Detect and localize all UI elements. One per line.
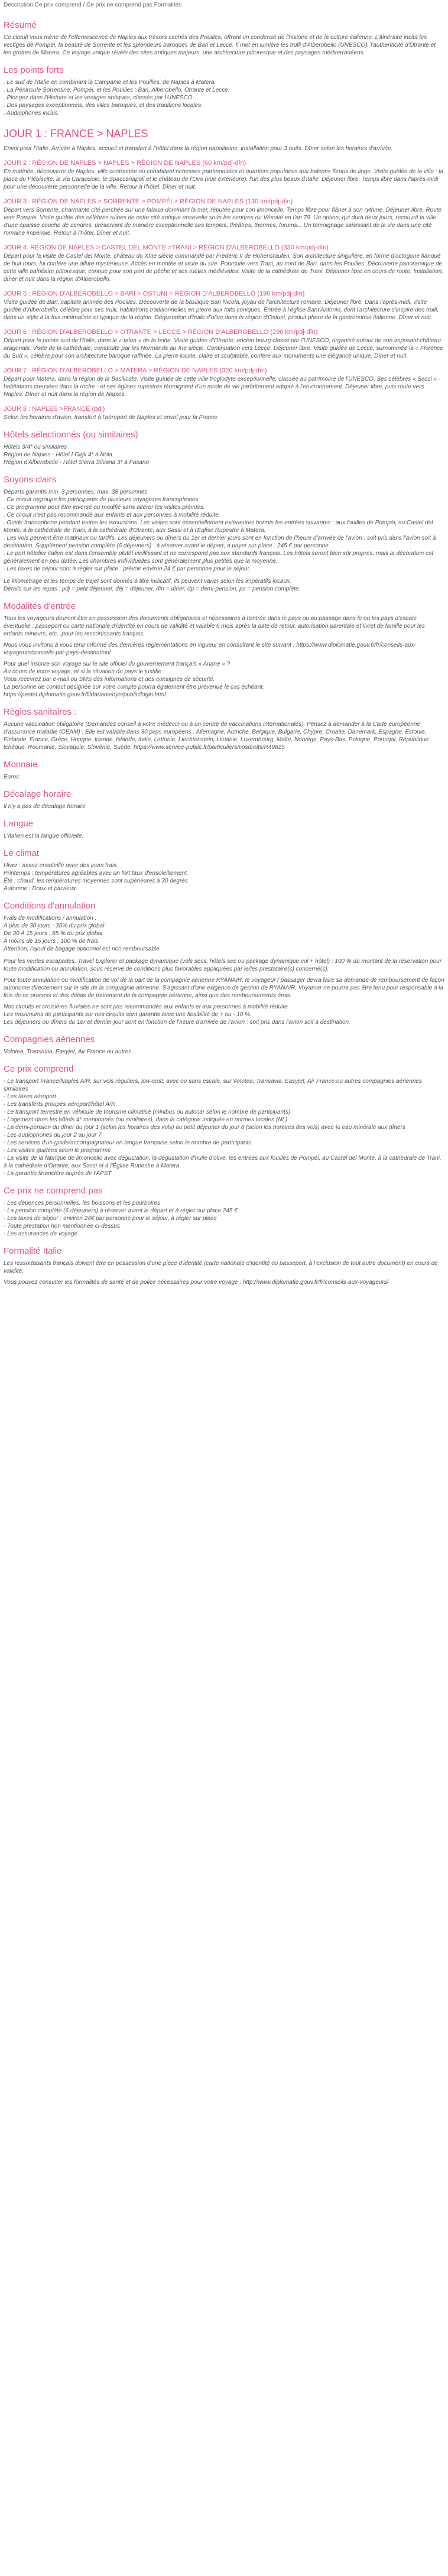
hotels-title: Hôtels sélectionnés (ou similaires) (4, 430, 138, 440)
points-title: Les points forts (4, 65, 64, 75)
entree-p2: Nous vous invitons à vous tenir informé des dernières réglementations en vigueur en consultant le site suivant : https://www.diplomatie.gouv.fr/fr/conseils-aux-voyageurs/conseils-par-pays-destination/ (4, 642, 416, 656)
points-list (4, 79, 444, 117)
annulation-line: De 30 A 15 jours : 85 % du prix global (4, 930, 103, 937)
day-3-title: JOUR 3 : RÉGION DE NAPLES > SORRENTE > POMPÉI > RÉGION DE NAPLES (130 km/pdj-dîn) (4, 198, 293, 205)
soyons-line: . Guide francophone pendant toutes les excursions. Les visites sont essentiellement extérieures hormis les entrées suivantes : aux fouilles de Pompéi, au Castel del Monte, à la cathédrale de Trani, à la cathédrale d'Otrante, aux Sassi et à l'Église Rupestre à Matera. (4, 520, 433, 534)
comprend-item: - Le transport France/Naples A/R, sur vols réguliers, low-cost, avec ou sans escale, sur Volotea, Transavia, Easyjet, Air France ou autres compagnies aériennes similaires (4, 1078, 422, 1092)
day-3-text: Départ vers Sorrente, charmante cité perchée sur une falaise dominant la mer, réputée pour son limoncello. Temps libre pour flâner à son rythme. Déjeuner libre. Route vers Pompéi. Visite guidée des célèbres ruines de cette cité antique ensevelie sous les cendres du Vésuve en l'an 79. Un option, qui dura deux jours, recouvrit la ville d'une épaisse couche de cendres, préservant de manière exceptionnelle ses temples, théâtres, thermes, forums... Un témoignage saisissant de la vie dans une cité romaine impériale. Retour à l'hôtel. Dîner et nuit. (4, 207, 442, 236)
comprend-item: - Les visites guidées selon le programme (4, 1147, 111, 1154)
climat-line: Hiver : assez ensoleillé avec des jours frais. (4, 862, 118, 869)
comprend-item: - Les audiophones du jour 2 au jour 7 (4, 1132, 102, 1138)
soyons-footnote: Détails sur les repas : pdj = petit déjeuner, déj = déjeuner, dîn = dîner, dp = demi-pension, pc = pension complète. (4, 586, 301, 592)
hotels-line: Hôtels 3/4* ou similaires (4, 444, 67, 450)
necomprend-item: - Les dépenses personnelles, les boissons et les pourboires (4, 1200, 161, 1206)
formalite-text: Les ressortissants français doivent être en possession d'une pièce d'identité (carte nationale d'identité ou passeport, à l'exclusion de tout autre document) en cours de validité. (4, 1260, 438, 1274)
resume-title: Résumé (4, 20, 37, 30)
day-5-title: JOUR 5 : RÉGION D'ALBEROBELLO > BARI > OSTUNI > RÉGION D'ALBEROBELLO (190 km/pdj-dîn) (4, 290, 305, 297)
comprend-item: - Les transferts groupés aéroport/hôtel A/R (4, 1101, 116, 1108)
climat-line: Automne : Doux et pluvieux. (4, 885, 78, 892)
soyons-footnote: Le kilométrage et les temps de trajet sont donnés à titre indicatif, ils peuvent varier selon les impératifs locaux. (4, 578, 291, 585)
comprend-item: - La demi-pension du dîner du jour 1 (selon les horaires des vols) au petit déjeuner du jour 8 (selon les horaires des vols) avec ¼ eau minérale aux dîners (4, 1124, 405, 1131)
decalage-text: Il n'y a pas de décalage horaire (4, 803, 86, 810)
soyons-list (4, 488, 444, 573)
hotels-list (4, 443, 444, 466)
soyons-line: . Les taxes de séjour sont à régler sur place : prévoir environ 24 € par personne pour le séjour. (4, 566, 251, 572)
sante-title: Règles sanitaires : (4, 707, 77, 717)
comprend-item: - Les services d'un guide/accompagnateur en langue française selon le nombre de participants (4, 1140, 252, 1146)
soyons-line: . Ce circuit n'est pas recommandé aux enfants et aux personnes à mobilité réduite. (4, 512, 220, 518)
annulation-title: Conditions d'annulation (4, 901, 96, 911)
langue-title: Langue (4, 819, 34, 829)
annulation-line: A moins de 15 jours : 100 % de frais (4, 938, 99, 945)
points-item: . Plongez dans l'Histoire et les vestiges antiques, classés par l'UNESCO. (4, 95, 194, 101)
comprend-item: - La visite de la fabrique de limoncello avec dégustation, la dégustation d'huile d'olive, les entrées aux fouilles de Pompéi, au Castel del Monte, à la cathédrale de Trani, à la cathédrale d'Otrante, aux Sassi et à l'Église Rupestre à Matera (4, 1155, 441, 1169)
day-7-title: JOUR 7 : RÉGION D'ALBEROBELLO > MATERA > RÉGION DE NAPLES (320 km/pdj-dîn) (4, 367, 267, 374)
resume-text: Ce circuit vous mène de l'effervescence de Naples aux trésors cachés des Pouilles, offrant un condensé de l'histoire et de la culture italienne. L'itinéraire inclut les vestiges de Pompéi, la beauté de Sorrente et les splendeurs baroques de Bari et Lecce. Il met en lumière les trulli d'Alberobello (UNESCO), l'authenticité d'Otrante et les grottes de Matera. Ce voyage unique révèle des sites antiques majeurs, une architecture pittoresque et des paysages méditerranéens. (4, 34, 436, 56)
formalite-p2: Vous pouvez consulter les formalités de santé et de police nécessaires pour votre voyage : http://www.diplomatie.gouv.fr/fr/conseils-aux-voyageurs/ (4, 1279, 389, 1286)
points-item: . Audiophones inclus. (4, 110, 60, 116)
compagnies-text: Volotea, Transavia, Easyjet, Air France ou autres... (4, 1049, 137, 1055)
soyons-line: . Le port hôtelier italien est dans l'ensemble plutôt vieillissant et ne correspond pas aux standards français. Les hôtels seront bien sûr propres, mais la décoration est généralement en peu datée. Les chambres individuelles sont généralement plus petites que la moyenne. (4, 550, 434, 564)
soyons-line: . Les vols peuvent être matinaux ou tardifs. Les déjeuners ou dîners du 1er et dernier jours sont en fonction de l'heure d'arrivée de l'avion : soit pris dans l'avion soit à destination. Supplément pension complète (6 déjeuners) : à réserver avant le départ, à payer sur place : 245 € par personne. (4, 535, 436, 549)
comprend-list (4, 1078, 444, 1177)
day-4-text: Départ pour la visite de Castel del Monte, château du XIIIe siècle commandé par Frédéric II de Hohenstaufen. Son architecture singulière, en forme d'octogone flanqué de huit tours, lui confère une allure mystérieuse. Accès en montée et visite du site. Poursuite vers Trani, au nord de Bari, dans les Pouilles. Découverte panoramique de cette ville balnéaire pittoresque, connue pour son port de pêche et ses ruelles médiévales. Visite de la cathédrale de Trani. Déjeuner libre en cours de route. Installation, dîner et nuit dans la région d'Alberobello. (4, 253, 443, 283)
day-8-text: Selon les horaires d'avion, transfert à l'aéroport de Naples et envol pour la France. (4, 414, 219, 421)
comprend-title: Ce prix comprend (4, 1064, 74, 1074)
necomprend-item: - Toute prestation non mentionnée ci-dessus (4, 1223, 120, 1229)
day-1-text: Envol pour l'Italie. Arrivée à Naples, accueil et transfert à l'hôtel dans la région napolitaine, installation pour 3 nuits. Dîner selon les horaires d'arrivée. (4, 145, 393, 152)
entree-line: Au cours de votre voyage, et si la situation du pays le justifie : (4, 669, 165, 675)
climat-list (4, 862, 444, 893)
day-4-title: JOUR 4. RÉGION DE NAPLES > CASTEL DEL MONTE >TRANI > RÉGION D'ALBEROBELLO (330 km/pdj-dîn) (4, 244, 329, 251)
points-item: . Le sud de l'Italie en combinant la Campanie et les Pouilles, de Naples à Matera. (4, 79, 216, 86)
comprend-item: - Les taxes aéroport (4, 1094, 56, 1100)
top-nav-text: Description Ce prix comprend / Ce prix ne comprend pas Formalités (4, 2, 182, 8)
points-item: . Des paysages exceptionnels, des villes baroques, et des traditions locales. (4, 102, 203, 109)
monnaie-title: Monnaie (4, 760, 38, 770)
entree-link[interactable]: https://pastel.diplomatie.gouv.fr/fildariane/dyn/public/login.html (4, 692, 166, 698)
entree-line: Pour quel inscrire son voyage sur le site officiel du gouvernement français « Ariane » ? (4, 661, 231, 667)
annulation-notes (4, 1003, 444, 1026)
day-5-text: Visite guidée de Bari, capitale animée des Pouilles. Découverte de la basilique San Nicola, joyau de l'architecture romane. Déjeuner libre. Dans l'après-midi, visite guidée d'Alberobello, célèbre pour ses trulli, habitations traditionnelles en pierre aux toits coniques. Entrée à l'église Sant'Antonio, dont l'architecture s'inspire des trulli, dans un style à la fois minimaliste et typique de la région. Dégustation d'huile d'olive dans la région d'Ostuni, produit phare de la gastronomie italienne. Dîner et nuit. (4, 299, 439, 321)
comprend-item: - Logement dans les hôtels 4* mentionnés (ou similaires), dans la catégorie indiquée en normes locales (NL) (4, 1117, 288, 1123)
annulation-line: Attention, l'ajout de bagage optionnel est non remboursable. (4, 946, 161, 952)
annulation-line: Frais de modifications / annulation : (4, 915, 97, 922)
entree-ariane (4, 660, 444, 699)
comprend-item: - Le transport terrestre en véhicule de tourisme climatisé (minibus ou autocar selon le nombre de participants) (4, 1109, 291, 1115)
sante-text: Aucune vaccination obligatoire (Demandez conseil à votre médecin ou à un centre de vaccinations internationales). Pensez à demander à la Carte européenne d'assurance maladie (CEAM) : Elle est valable dans 30 pays européens : Allemagne, Autriche, Belgique, Bulgarie, Chypre, Croatie, Danemark, Espagne, Estonie, Finlande, France, Grèce, Hongrie, Irlande, Islande, Italie, Lettonie, Liechtenstein, Lituanie, Luxembourg, Malte, Norvège, Pays-Bas, Pologne, Portugal, République tchèque, Roumanie, Slovaquie, Slovénie, Suède. https://www.service-public.fr/particuliers/vosdroits/R49815 (4, 721, 429, 751)
entree-text: Tous les voyageurs devront être en possession des documents obligatoires et nécessaires à l'entrée dans le pays ou au passage dans le ou les pays d'escale éventuelle : passeport ou carte nationale d'identité en cours de validité et valable 6 mois après la date de retour, autorisation parentale et livret de famille pour les enfants mineurs, etc...pour les ressortissants français. (4, 615, 425, 637)
necomprend-item: - La pension complète (6 déjeuners) à réserver avant le départ et à régler sur place 245 € (4, 1208, 238, 1214)
hotels-line: Région d'Alberobello - Hôtel Sierra Silvana 3* à Fasano (4, 459, 149, 466)
day-1-title: JOUR 1 : FRANCE > NAPLES (4, 128, 148, 139)
formalite-title: Formalité Italie (4, 1246, 62, 1256)
day-2-title: JOUR 2 : RÉGION DE NAPLES > NAPLES > RÉGION DE NAPLES (60 km/pdj-dîn) (4, 160, 246, 167)
annulation-list (4, 914, 444, 953)
annulation-p2: Pour les ventes escapades, Travel Explorer et package dynamique (vols secs, hôtels sec ou package dynamique vol + hôtel) : 100 % du montant de la réservation pour toute modification ou annulation, sous réserve de conditions plus favorables appliquées par le/les prestataire(s) concerné(s). (4, 958, 442, 972)
soyons-line: . Ce programme peut être inversé ou modifié sans altérer les visites prévues. (4, 504, 205, 511)
points-item: . La Péninsule Sorrentine, Pompéi, et les Pouilles : Bari, Alberobello, Otrante et Lecce. (4, 87, 230, 93)
day-6-title: JOUR 6 : RÉGION D'ALBEROBELLO > OTRANTE > LECCE > RÉGION D'ALBEROBELLO (290 km/pdj-dîn) (4, 329, 318, 336)
necomprend-list (4, 1199, 444, 1238)
day-8-title: JOUR 8 : NAPLES >FRANCE (pdj) (4, 405, 105, 413)
day-2-text: En matinée, découverte de Naples, ville contrastée où cohabitent richesses patrimoniales et quartiers populaires aux balcons fleuris de linge. Visite guidée de la ville : la place du Plébiscite, la via Caracciolo, le Spaccanapoli et le château de l'Ovo (vue extérieure), l'un des plus beaux d'Italie. Déjeuner libre. Temps libre dans l'après-midi pour une découverte personnelle de la ville. Retour à l'hôtel, Dîner et nuit. (4, 168, 444, 190)
climat-line: Printemps : températures agréables avec un fort taux d'ensoleillement. (4, 870, 189, 877)
climat-title: Le climat (4, 848, 40, 858)
day-6-text: Départ pour la pointe sud de l'Italie, dans le « talon » de la botte. Visite guidée d'Otrante, ancien bourg classé par l'UNESCO, organisé autour de son imposant château aragonais. Visite de la cathédrale, construite par les Normands au XIe siècle. Continuation vers Lecce. Déjeuner libre. Visite guidée de Lecce, surnommée la « Florence du Sud », célèbre pour son architecture baroque raffinée. La pierre locale, claire et sculptable, confère aux monuments une élégance unique. Dîner et nuit. (4, 338, 443, 359)
entree-title: Modalités d'entrée (4, 601, 76, 611)
entree-line: Vous recevrez par e-mail ou SMS des informations et des consignes de sécurité. (4, 676, 215, 683)
entree-line: La personne de contact désignée sur votre compte pourra également être prévenue le cas échéant. (4, 684, 264, 690)
climat-line: Été : chaud, les températures moyennes sont supérieures à 30 degrés (4, 878, 188, 884)
hotels-line: Région de Naples - Hôtel I Gigli 4* à Nola (4, 452, 112, 458)
annulation-note: Les déjeuners ou dîners du 1er et dernier jour sont en fonction de l'heure d'arrivée de l'avion : soit pris dans l'avion soit à destination. (4, 1019, 350, 1026)
necomprend-item: - Les assurances de voyage (4, 1231, 78, 1237)
day-7-text: Départ pour Matera, dans la région de la Basilicate. Visite guidée de cette ville troglodyte exceptionnelle, classée au patrimoine de l'UNESCO. Ses célèbres « Sassi » - habitations creusées dans la roche - et ses églises rupestres témoignent d'un mode de vie parfaitement adapté à l'environnement. Déjeuner libre, puis route vers Naples. Dîner et nuit dans la région de Naples. (4, 376, 441, 398)
langue-text: L'Italien est la langue officielle. (4, 833, 84, 839)
monnaie-text: Euros (4, 774, 20, 780)
decalage-title: Décalage horaire (4, 789, 72, 799)
comprend-item: - La garantie financière auprès de l'APST (4, 1170, 112, 1177)
soyons-line: Départs garantis min. 3 personnes, max. 38 personnes (4, 489, 148, 495)
soyons-line: . Ce circuit regroupe les participants de plusieurs voyagistes francophones. (4, 497, 200, 503)
annulation-line: A plus de 30 jours : 35% du prix global (4, 923, 105, 929)
soyons-title: Soyons clairs (4, 475, 57, 485)
necomprend-title: Ce prix ne comprend pas (4, 1186, 103, 1196)
necomprend-item: - Les taxes de séjour : environ 24€ par personne pour le séjour, à régler sur place (4, 1215, 217, 1222)
compagnies-title: Compagnies aériennes (4, 1034, 95, 1044)
annulation-p3: Pour toute annulation ou modification de vol de la part de la compagnie aérienne RYANAIR, le voyageur / passager devra faire sa demande de remboursement de façon autonome directement sur le site de la compagnie aérienne. S'agissant d'une exigence de gestion de RYANAIR, Voyamar ne pourra pas être tenu pour responsable à la fois de ce process et des délais de traitement de la compagnie aérienne, ainsi que des remboursements émis. (4, 977, 444, 999)
annulation-note: Les maximums de participants sur nos circuits sont garantis avec une flexibilité de + ou - 10 %. (4, 1011, 252, 1018)
annulation-note: Nos circuits et croisières fluviales ne sont pas recommandés aux enfants et aux personnes à mobilité réduite. (4, 1004, 290, 1010)
